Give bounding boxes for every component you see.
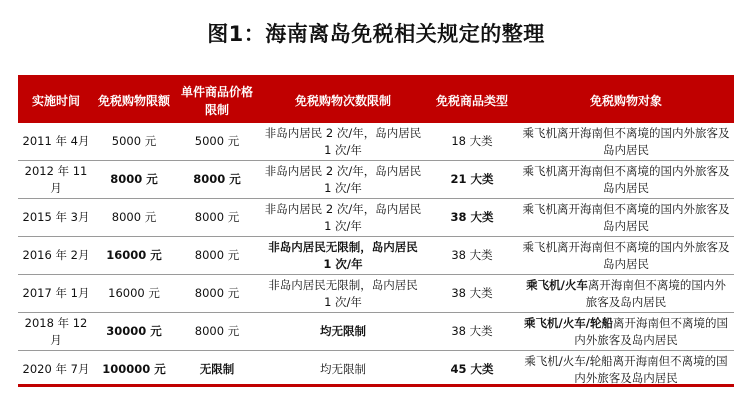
cell-time: 2018 年 12月: [18, 313, 94, 351]
cell-time: 2015 年 3月: [18, 199, 94, 237]
cell-limit: 16000 元: [94, 275, 174, 313]
cell-price: 8000 元: [174, 161, 260, 199]
cell-limit: 5000 元: [111, 134, 157, 148]
cell-target-highlight: 乘飞机/火车/轮船: [524, 315, 613, 330]
cell-price: 8000 元: [174, 199, 260, 237]
table-row: [18, 237, 734, 275]
cell-price: 8000 元: [174, 275, 260, 313]
header-time: 实施时间: [18, 79, 94, 123]
cell-target: 乘飞机离开海南但不离境的国内外旅客及岛内居民: [522, 125, 730, 157]
cell-time: 2012 年 11月: [18, 161, 94, 199]
cell-target: 乘飞机/火车/轮船离开海南但不离境的国内外旅客及岛内居民: [518, 351, 734, 389]
cell-target-rest: 离开海南但不离境的国内外旅客及岛内居民: [585, 277, 726, 309]
cell-limit: 8000 元: [94, 161, 174, 199]
cell-price: 8000 元: [174, 237, 260, 275]
cell-target-highlight: 乘飞机/火车: [526, 277, 588, 292]
header-price: 单件商品价格限制: [174, 79, 260, 123]
cell-types: 38 大类: [426, 313, 518, 351]
duty-free-rules-table: [18, 79, 734, 388]
cell-types: 18 大类: [451, 134, 493, 148]
cell-count: 非岛内居民无限制，岛内居民 1 次/年: [260, 275, 426, 313]
cell-limit: 30000 元: [94, 313, 174, 351]
table-bottom-rule: [18, 384, 734, 387]
table-row: [18, 275, 734, 313]
cell-count: 均无限制: [260, 351, 426, 389]
table-row: [18, 199, 734, 237]
cell-count: 非岛内居民 2 次/年，岛内居民 1 次/年: [264, 125, 422, 157]
cell-count: 均无限制: [260, 313, 426, 351]
cell-price: 8000 元: [174, 313, 260, 351]
header-count: 免税购物次数限制: [260, 79, 426, 123]
header-target: 免税购物对象: [518, 79, 734, 123]
cell-target: [518, 313, 734, 351]
cell-time: 2017 年 1月: [18, 275, 94, 313]
cell-limit: 8000 元: [94, 199, 174, 237]
cell-count: 非岛内居民无限制，岛内居民 1 次/年: [260, 237, 426, 275]
table-row: [18, 351, 734, 389]
cell-types: 21 大类: [426, 161, 518, 199]
cell-time: 2011 年 4月: [22, 134, 90, 148]
header-types: 免税商品类型: [426, 79, 518, 123]
cell-target: 乘飞机离开海南但不离境的国内外旅客及岛内居民: [518, 237, 734, 275]
cell-types: 45 大类: [426, 351, 518, 389]
cell-target: [518, 275, 734, 313]
cell-price: 5000 元: [194, 134, 240, 148]
table-row: [18, 313, 734, 351]
cell-types: 38 大类: [426, 275, 518, 313]
cell-limit: 100000 元: [94, 351, 174, 389]
cell-target: 乘飞机离开海南但不离境的国内外旅客及岛内居民: [518, 161, 734, 199]
cell-count: 非岛内居民 2 次/年，岛内居民 1 次/年: [260, 199, 426, 237]
table-header-row: [18, 79, 734, 123]
cell-count: 非岛内居民 2 次/年，岛内居民 1 次/年: [260, 161, 426, 199]
header-limit: 免税购物限额: [94, 79, 174, 123]
cell-time: 2016 年 2月: [18, 237, 94, 275]
cell-limit: 16000 元: [94, 237, 174, 275]
cell-price: 无限制: [174, 351, 260, 389]
page-title: 图1：海南离岛免税相关规定的整理: [207, 22, 545, 46]
cell-types: 38 大类: [426, 237, 518, 275]
table-row: [18, 161, 734, 199]
cell-types: 38 大类: [426, 199, 518, 237]
table-row: [18, 123, 734, 161]
cell-target-rest: 离开海南但不离境的国内外旅客及岛内居民: [574, 315, 728, 347]
cell-target: 乘飞机离开海南但不离境的国内外旅客及岛内居民: [518, 199, 734, 237]
cell-time: 2020 年 7月: [18, 351, 94, 389]
